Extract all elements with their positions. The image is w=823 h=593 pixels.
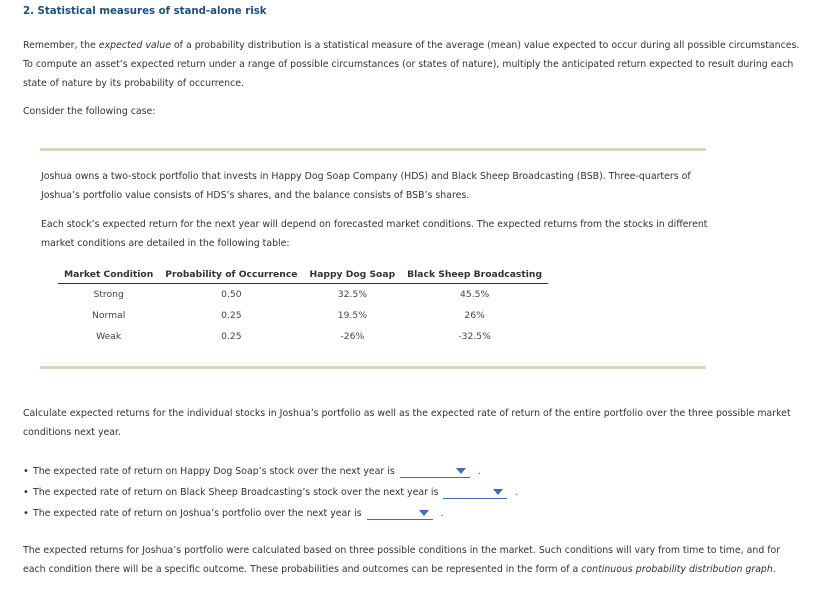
question-prompt: Calculate expected returns for the individual stocks in Joshua’s portfolio as well as the expected rate of return of the entire portfolio over the three possible market conditions next year. — [23, 408, 791, 438]
cell-hds-return: 32.5% — [337, 289, 367, 300]
cell-probability: 0.25 — [221, 310, 242, 321]
cell-condition: Strong — [93, 289, 124, 300]
intro-text-1: Remember, the — [23, 40, 99, 51]
intro-paragraph — [23, 36, 803, 93]
hds-return-dropdown[interactable] — [400, 465, 470, 478]
intro-emphasis: expected value — [98, 40, 171, 51]
bullet-text-hds: The expected rate of return on Happy Dog Soap’s stock over the next year is — [33, 466, 395, 477]
period: . — [440, 508, 444, 519]
list-item — [23, 461, 803, 482]
cell-probability: 0.50 — [221, 289, 242, 300]
closing-text-1: The expected returns for Joshua’s portfolio were calculated based on three possible conditions in the market. Such conditions will vary from time to time, and for each condition there will be a specific outcome. These probabilities and outcomes can be represented in the form of a — [23, 545, 781, 575]
period: . — [477, 466, 481, 477]
chevron-down-icon — [456, 468, 466, 474]
list-item — [23, 503, 803, 524]
case-top-divider — [40, 148, 706, 151]
cell-hds-return: -26% — [340, 331, 365, 342]
closing-paragraph — [23, 541, 803, 579]
table-row — [58, 326, 548, 347]
cell-condition: Normal — [92, 310, 126, 321]
bullet-text-bsb: The expected rate of return on Black Sheep Broadcasting’s stock over the next year is — [33, 487, 439, 498]
period: . — [515, 487, 519, 498]
bullet-icon: • — [23, 466, 29, 477]
answer-list — [23, 461, 803, 524]
closing-text-2: . — [772, 564, 776, 575]
portfolio-return-dropdown[interactable] — [367, 507, 433, 520]
intro-text-2: of a probability distribution is a statistical measure of the average (mean) value expected to occur during all possible circumstances. To compute an asset’s expected return under a range of possible circumstances (or states of nature), multiply the anticipated return expected to result during each state of nature by its probability of occurrence. — [23, 40, 800, 89]
chevron-down-icon — [493, 489, 503, 495]
section-heading: 2. Statistical measures of stand-alone risk — [23, 6, 267, 17]
header-market-condition: Market Condition — [58, 267, 159, 284]
bullet-text-portfolio: The expected rate of return on Joshua’s portfolio over the next year is — [33, 508, 362, 519]
cell-condition: Weak — [96, 331, 122, 342]
consider-text: Consider the following case: — [23, 106, 156, 117]
header-happy-dog-soap: Happy Dog Soap — [304, 267, 402, 284]
cell-hds-return: 19.5% — [337, 310, 367, 321]
cell-probability: 0.25 — [221, 331, 242, 342]
header-black-sheep: Black Sheep Broadcasting — [401, 267, 548, 284]
bsb-return-dropdown[interactable] — [443, 486, 507, 499]
bullet-icon: • — [23, 487, 29, 498]
closing-emphasis: continuous probability distribution graph — [581, 564, 773, 575]
cell-bsb-return: 45.5% — [460, 289, 490, 300]
case-bottom-divider — [40, 366, 706, 369]
case-paragraph-1: Joshua owns a two-stock portfolio that invests in Happy Dog Soap Company (HDS) and Black Sheep Broadcasting (BSB). Three-quarters of Joshua’s portfolio value consists of HDS’s shares, and the balance consists of BSB’s shares. — [41, 171, 691, 201]
bullet-icon: • — [23, 508, 29, 519]
case-paragraph-2: Each stock’s expected return for the next year will depend on forecasted market conditions. The expected returns from the stocks in different market conditions are detailed in the following table: — [41, 219, 708, 249]
cell-bsb-return: 26% — [464, 310, 485, 321]
table-row — [58, 305, 548, 326]
list-item — [23, 482, 803, 503]
table-row — [58, 284, 548, 306]
header-probability: Probability of Occurrence — [159, 267, 303, 284]
returns-table — [58, 267, 548, 347]
chevron-down-icon — [419, 510, 429, 516]
table-header-row — [58, 267, 548, 284]
cell-bsb-return: -32.5% — [458, 331, 491, 342]
